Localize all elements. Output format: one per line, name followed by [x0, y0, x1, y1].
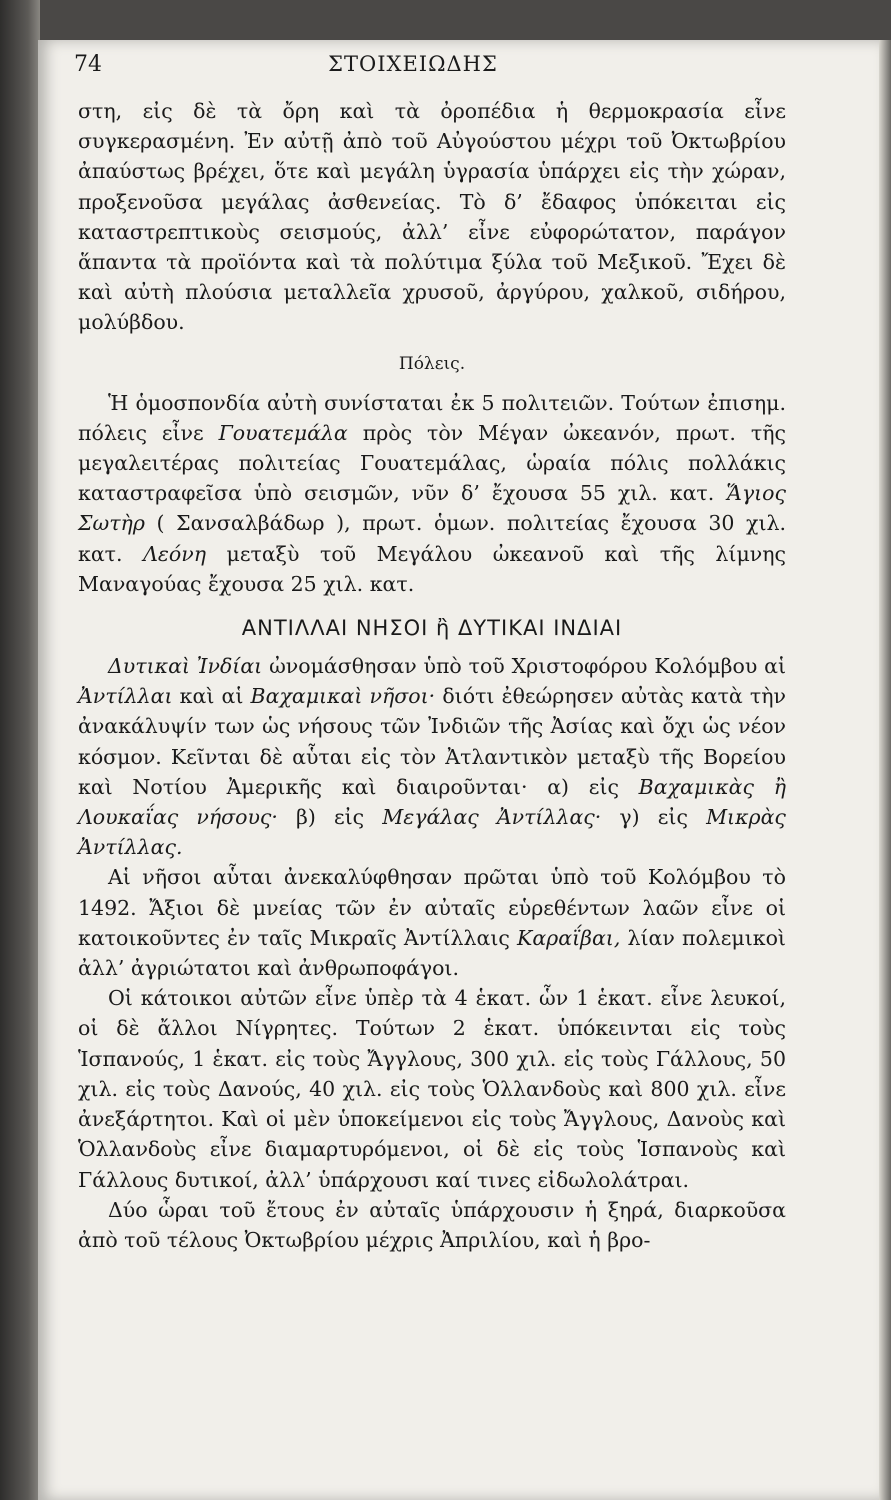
- antilles-paragraph: [78, 651, 786, 862]
- cities-text-1: Ἡ ὁμοσπονδία αὐτὴ συνίσταται ἐκ 5 πολιτειῶν. Τούτων ἐπισημ. πόλεις εἶνε: [78, 390, 786, 445]
- city-san-salvador: Ἅγιος Σωτὴρ: [78, 481, 786, 536]
- cities-paragraph: [78, 388, 786, 599]
- page-body: [78, 96, 786, 1255]
- antilles-text-1: ὠνομάσθησαν ὑπὸ τοῦ Χριστοφόρου Κολόμβου αἱ: [269, 654, 787, 679]
- antilles-text-4: β) εἰς: [296, 805, 365, 830]
- population-paragraph: Οἱ κάτοικοι αὐτῶν εἶνε ὑπὲρ τὰ 4 ἑκατ. ὧν 1 ἑκατ. εἶνε λευκοί, οἱ δὲ ἄλλοι Νίγρητες. Τούτων 2 ἑκατ. ὑπόκεινται εἰς τοὺς Ἱσπανούς, 1 ἑκατ. εἰς τοὺς Ἄγγλους, 300 χιλ. εἰς τοὺς Γάλλους, 50 χιλ. εἰς τοὺς Δανούς, 40 χιλ. εἰς τοὺς Ὁλλανδοὺς καὶ 800 χιλ. εἶνε ἀνεξάρτητοι. Καὶ οἱ μὲν ὑποκείμενοι εἰς τοὺς Ἄγγλους, Δανοὺς καὶ Ὁλλανδοὺς εἶνε διαμαρτυρόμενοι, οἱ δὲ εἰς τοὺς Ἱσπανοὺς καὶ Γάλλους δυτικοί, ἀλλ’ ὑπάρχουσι καί τινες εἰδωλολάτραι.: [78, 986, 786, 1192]
- page-header: [38, 52, 788, 92]
- running-title: ΣΤΟΙΧΕΙΩΔΗΣ: [328, 52, 498, 76]
- page-number: 74: [74, 52, 102, 77]
- term-west-indies: Δυτικαὶ Ἰνδίαι: [108, 654, 263, 679]
- mexico-paragraph: στη, εἰς δὲ τὰ ὄρη καὶ τὰ ὀροπέδια ἡ θερμοκρασία εἶνε συγκερασμένη. Ἐν αὐτῇ ἀπὸ τοῦ Αὐγούστου μέχρι τοῦ Ὀκτωβρίου ἀπαύστως βρέχει, ὅτε καὶ μεγάλη ὑγρασία ὑπάρχει εἰς τὴν χώραν, προξενοῦσα μεγάλας ἀσθενείας. Τὸ δ’ ἔδαφος ὑπόκειται εἰς καταστρεπτικοὺς σεισμούς, ἀλλ’ εἶνε εὐφορώτατον, παράγον ἅπαντα τὰ προϊόντα καὶ τὰ πολύτιμα ξύλα τοῦ Μεξικοῦ. Ἔχει δὲ καὶ αὐτὴ πλούσια μεταλλεῖα χρυσοῦ, ἀργύρου, χαλκοῦ, σιδήρου, μολύβδου.: [78, 99, 786, 335]
- term-bahamas-lucayan: Βαχαμικὰς ἢ Λουκαΐας νήσους·: [78, 774, 786, 830]
- city-guatemala: Γουατεμάλα: [218, 420, 348, 445]
- seasons-paragraph: Δύο ὧραι τοῦ ἔτους ἐν αὐταῖς ὑπάρχουσιν ἡ ξηρά, διαρκοῦσα ἀπὸ τοῦ τέλους Ὀκτωβρίου μέχρις Ἀπριλίου, καὶ ἡ βρο-: [78, 1197, 786, 1252]
- page-edge-shadow: [879, 40, 891, 1500]
- scan-background-left: [0, 0, 40, 1500]
- antilles-text-3: διότι ἐθεώρησεν αὐτὰς κατὰ τὴν ἀνακάλυψίν των ὡς νήσους τῶν Ἰνδιῶν τῆς Ἀσίας καὶ ὄχι ὡς νέον κόσμον. Κεῖνται δὲ αὗται εἰς τὸν Ἀτλαντικὸν μεταξὺ τῆς Βορείου καὶ Νοτίου Ἀμερικῆς καὶ διαιροῦνται· α) εἰς: [78, 684, 786, 799]
- discovery-paragraph: [78, 862, 786, 983]
- term-bahamas: Βαχαμικαὶ νῆσοι·: [250, 684, 436, 709]
- city-leon: Λεόνη: [143, 541, 206, 566]
- discovery-text-2: λίαν πολεμικοὶ ἀλλ’ ἀγριώτατοι καὶ ἀνθρωποφάγοι.: [78, 925, 786, 981]
- cities-heading: Πόλεις.: [398, 353, 466, 374]
- term-greater-antilles: Μεγάλας Ἀντίλλας·: [382, 805, 602, 830]
- term-caribs: Καραΐβαι,: [517, 925, 621, 950]
- cities-text-3: ( Σανσαλβάδωρ ), πρωτ. ὁμων. πολιτείας ἔχουσα 30 χιλ. κατ.: [78, 511, 786, 566]
- cities-text-4: μεταξὺ τοῦ Μεγάλου ὠκεανοῦ καὶ τῆς λίμνης Μαναγούας ἔχουσα 25 χιλ. κατ.: [78, 541, 786, 596]
- discovery-text-1: Αἱ νῆσοι αὗται ἀνεκαλύφθησαν πρῶται ὑπὸ τοῦ Κολόμβου τὸ 1492. Ἄξιοι δὲ μνείας τῶν ἐν αὐταῖς εὑρεθέντων λαῶν εἶνε οἱ κατοικοῦντες ἐν ταῖς Μικραῖς Ἀντίλλαις: [78, 865, 786, 950]
- term-lesser-antilles: Μικρὰς Ἀντίλλας.: [78, 805, 786, 860]
- chapter-title: ΑΝΤΙΛΛΑΙ ΝΗΣΟΙ ἢ ΔΥΤΙΚΑΙ ΙΝΔΙΑΙ: [241, 616, 623, 641]
- cities-text-2: πρὸς τὸν Μέγαν ὠκεανόν, πρωτ. τῆς μεγαλειτέρας πολιτείας Γουατεμάλας, ὡραία πόλις πολλάκις καταστραφεῖσα ὑπὸ σεισμῶν, νῦν δ’ ἔχουσα 55 χιλ. κατ.: [78, 420, 786, 506]
- antilles-text-5: γ) εἰς: [619, 805, 688, 830]
- term-antilles: Ἀντίλλαι: [78, 684, 173, 709]
- antilles-text-2: καὶ αἱ: [179, 684, 244, 709]
